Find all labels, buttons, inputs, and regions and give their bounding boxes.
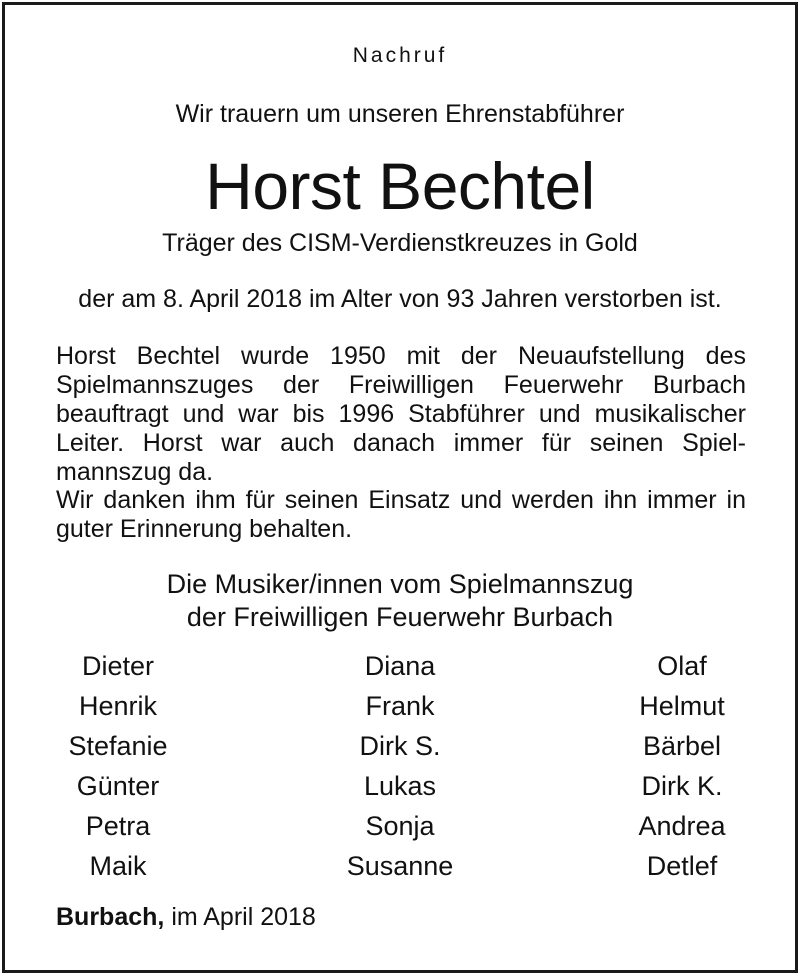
place-name: Burbach, xyxy=(56,903,165,931)
member-name: Bärbel xyxy=(642,731,722,761)
member-name: Petra xyxy=(85,811,151,841)
date-text: im April 2018 xyxy=(171,903,316,931)
intro-line: Wir trauern um unseren Ehrenstabführer xyxy=(175,100,625,128)
member-name: Helmut xyxy=(639,691,725,721)
signature-block xyxy=(0,568,800,634)
death-line: der am 8. April 2018 im Alter von 93 Jahren verstorben ist. xyxy=(78,285,722,313)
member-name: Dirk S. xyxy=(359,731,441,761)
member-name: Stefanie xyxy=(68,731,168,761)
place-date-line xyxy=(56,903,316,932)
member-name: Susanne xyxy=(346,851,454,881)
honor-line: Träger des CISM-Verdienstkreuzes in Gold xyxy=(162,229,638,257)
member-names xyxy=(55,646,745,886)
member-name: Detlef xyxy=(646,851,718,881)
member-name: Frank xyxy=(365,691,435,721)
member-name: Günter xyxy=(76,771,160,801)
thanks-paragraph: Wir danken ihm für seinen Einsatz und werden ihn immer in guter Erinnerung behalten. xyxy=(56,486,746,543)
member-name: Maik xyxy=(89,851,147,881)
signature-line: Die Musiker/innen vom Spielmannszug xyxy=(166,569,634,599)
member-name: Sonja xyxy=(365,811,435,841)
member-name: Henrik xyxy=(78,691,158,721)
member-name: Olaf xyxy=(657,651,707,681)
member-name: Dirk K. xyxy=(641,771,723,801)
signature-line: der Freiwilligen Feuerwehr Burbach xyxy=(186,602,614,632)
member-name: Andrea xyxy=(638,811,726,841)
member-name: Diana xyxy=(364,651,436,681)
tribute-paragraph: Horst Bechtel wurde 1950 mit der Neuaufstellung des Spielmannszuges der Freiwilligen Feuerwehr Burbach beauftragt und war bis 1996 Stabführer und musikalischer Leiter. Horst war auch danach immer für seinen Spielmannszug da. xyxy=(56,342,746,486)
member-name: Lukas xyxy=(363,771,437,801)
notice-heading: Nachruf xyxy=(352,44,448,67)
member-name: Dieter xyxy=(81,651,155,681)
deceased-name: Horst Bechtel xyxy=(205,149,595,223)
